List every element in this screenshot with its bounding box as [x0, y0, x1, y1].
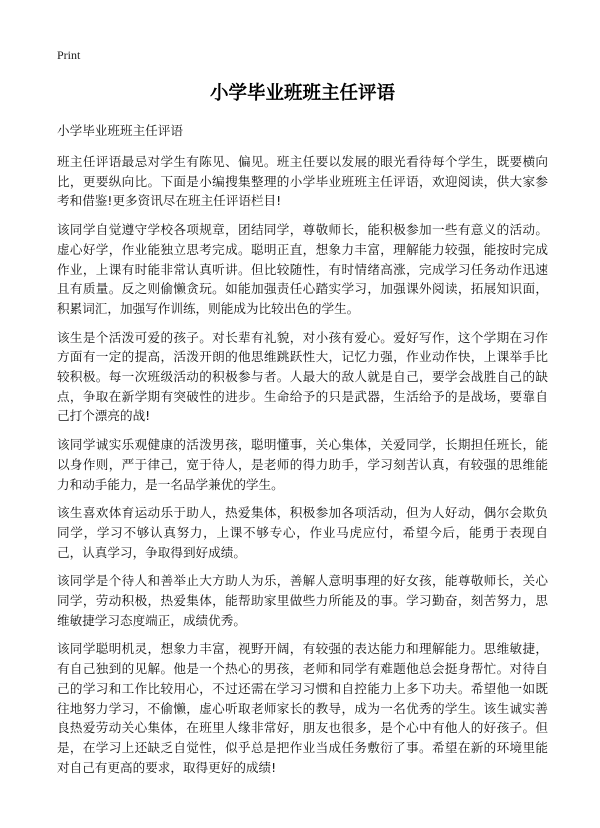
comment-paragraph: 该同学聪明机灵，想象力丰富，视野开阔，有较强的表达能力和理解能力。思维敏捷，有自己独到的见解。他是一个热心的男孩，老师和同学有难题他总会挺身帮忙。对待自己的学习和工作比较用心，不过还需在学习习惯和自控能力上多下功夫。希望他一如既往地努力学习，不偷懒，虚心听取老师家长的教导，成为一名优秀的学生。该生诚实善良热爱劳动关心集体，在班里人缘非常好，朋友也很多，是个心中有他人的好孩子。但是，在学习上还缺乏自觉性，似乎总是把作业当成任务敷衍了事。希望在新的环境里能对自己有更高的要求，取得更好的成绩! [57, 641, 548, 775]
comment-paragraph: 该同学诚实乐观健康的活泼男孩，聪明懂事，关心集体，关爱同学，长期担任班长，能以身作则，严于律己，宽于待人，是老师的得力助手，学习刻苦认真，有较强的思维能力和动手能力，是一名品学兼优的学生。 [57, 437, 548, 492]
comment-paragraph: 该同学是个待人和善举止大方助人为乐，善解人意明事理的好女孩，能尊敬师长，关心同学，劳动积极，热爱集体，能帮助家里做些力所能及的事。学习勤奋，刻苦努力，思维敏捷学习态度端正，成绩优秀。 [57, 573, 548, 628]
comment-paragraph: 该同学自觉遵守学校各项规章，团结同学，尊敬师长，能积极参加一些有意义的活动。虚心好学，作业能独立思考完成。聪明正直，想象力丰富，理解能力较强，能按时完成作业，上课有时能非常认真听讲。但比较随性，有时情绪高涨，完成学习任务动作迅速且有质量。反之则偷懒贪玩。如能加强责任心踏实学习，加强课外阅读，拓展知识面，积累词汇，加强写作训练，则能成为比较出色的学生。 [57, 222, 548, 316]
comment-paragraph: 该生喜欢体育运动乐于助人，热爱集体，积极参加各项活动，但为人好动，偶尔会欺负同学，学习不够认真努力，上课不够专心，作业马虎应付，希望今后，能勇于表现自己，认真学习，争取得到好成绩。 [57, 505, 548, 560]
comment-paragraph: 该生是个活泼可爱的孩子。对长辈有礼貌，对小孩有爱心。爱好写作，这个学期在习作方面有一定的提高，活泼开朗的他思维跳跃性大，记忆力强，作业动作快，上课举手比较积极。每一次班级活动的积极参与者。人最大的敌人就是自己，要学会战胜自己的缺点，争取在新学期有突破性的进步。生命给予的只是武器，生活给予的是战场，要靠自己打个漂亮的战! [57, 329, 548, 424]
document-subtitle: 小学毕业班班主任评语 [57, 123, 183, 138]
intro-paragraph: 班主任评语最忌对学生有陈见、偏见。班主任要以发展的眼光看待每个学生，既要横向比，更要纵向比。下面是小编搜集整理的小学毕业班班主任评语，欢迎阅读，供大家参考和借鉴!更多资讯尽在班主任评语栏目! [57, 154, 548, 209]
print-link[interactable]: Print [57, 48, 81, 62]
page-title: 小学毕业班班主任评语 [209, 83, 395, 104]
